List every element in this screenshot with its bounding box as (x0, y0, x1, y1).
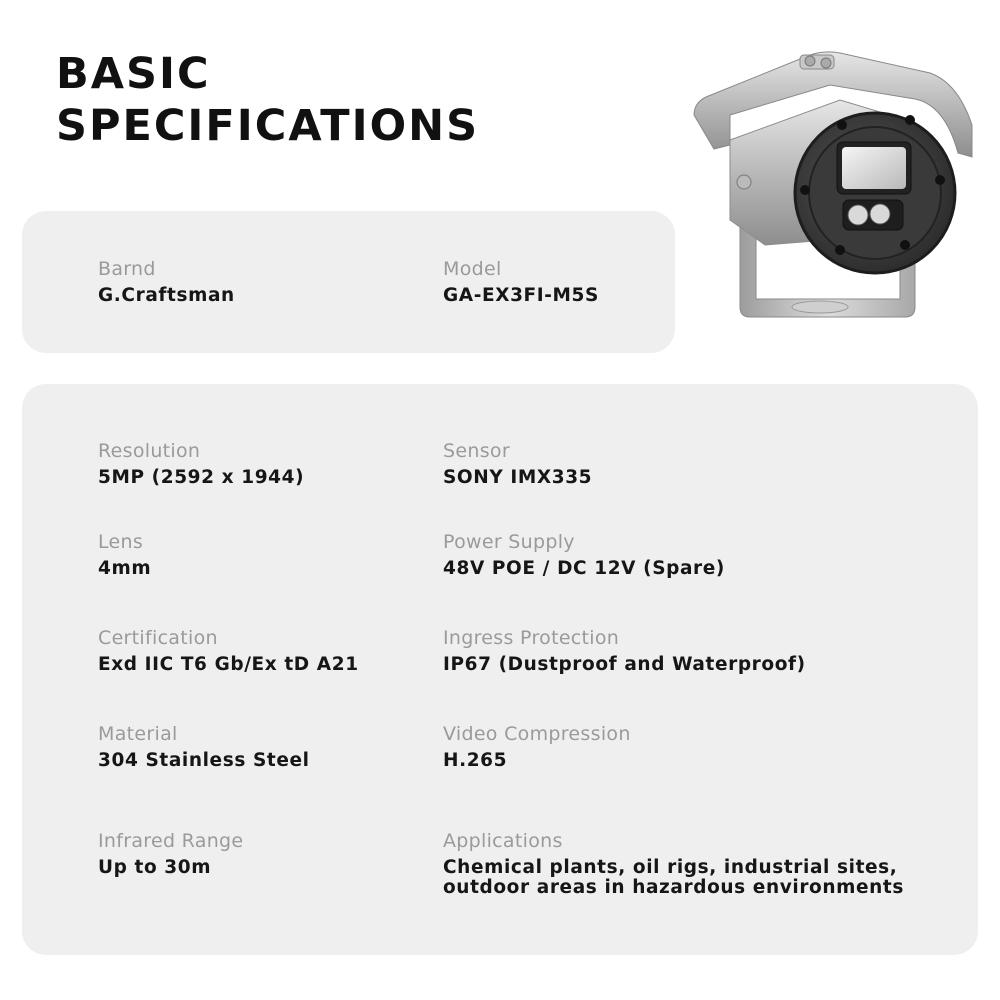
certification-label: Certification (98, 627, 218, 649)
sensor-label: Sensor (443, 440, 510, 462)
applications-label: Applications (443, 830, 563, 852)
video-compression-label: Video Compression (443, 723, 631, 745)
power-supply-spec (443, 530, 725, 579)
ingress-protection-value: IP67 (Dustproof and Waterproof) (443, 654, 806, 675)
ingress-protection-label: Ingress Protection (443, 627, 620, 649)
sensor-value: SONY IMX335 (443, 467, 593, 488)
brand-label: Barnd (98, 258, 156, 280)
title-line-2: SPECIFICATIONS (56, 101, 480, 151)
applications-value-line-1: Chemical plants, oil rigs, industrial sites, (443, 857, 898, 878)
resolution-label: Resolution (98, 440, 201, 462)
infrared-range-spec (98, 829, 243, 878)
certification-value: Exd IIC T6 Gb/Ex tD A21 (98, 654, 359, 675)
sensor-spec (443, 439, 592, 488)
video-compression-value: H.265 (443, 750, 508, 771)
brand-spec (98, 257, 235, 306)
brand-value: G.Craftsman (98, 285, 235, 306)
material-spec (98, 722, 310, 771)
model-value: GA-EX3FI-M5S (443, 285, 599, 306)
resolution-spec (98, 439, 304, 488)
infrared-range-label: Infrared Range (98, 830, 244, 852)
page-title (56, 48, 479, 152)
applications-value-line-2: outdoor areas in hazardous environments (443, 877, 904, 898)
title-line-1: BASIC (56, 49, 211, 99)
infrared-range-value: Up to 30m (98, 857, 212, 878)
specifications-card (22, 384, 978, 955)
lens-spec (98, 530, 151, 579)
material-label: Material (98, 723, 178, 745)
basic-info-card (22, 211, 675, 353)
model-label: Model (443, 258, 502, 280)
material-value: 304 Stainless Steel (98, 750, 310, 771)
resolution-value: 5MP (2592 x 1944) (98, 467, 305, 488)
model-spec (443, 257, 599, 306)
certification-spec (98, 626, 359, 675)
power-supply-value: 48V POE / DC 12V (Spare) (443, 558, 725, 579)
power-supply-label: Power Supply (443, 531, 575, 553)
explosion-proof-camera-icon (690, 45, 980, 330)
video-compression-spec (443, 722, 631, 771)
lens-value: 4mm (98, 558, 152, 579)
ingress-protection-spec (443, 626, 806, 675)
lens-label: Lens (98, 531, 144, 553)
applications-spec (443, 829, 904, 898)
